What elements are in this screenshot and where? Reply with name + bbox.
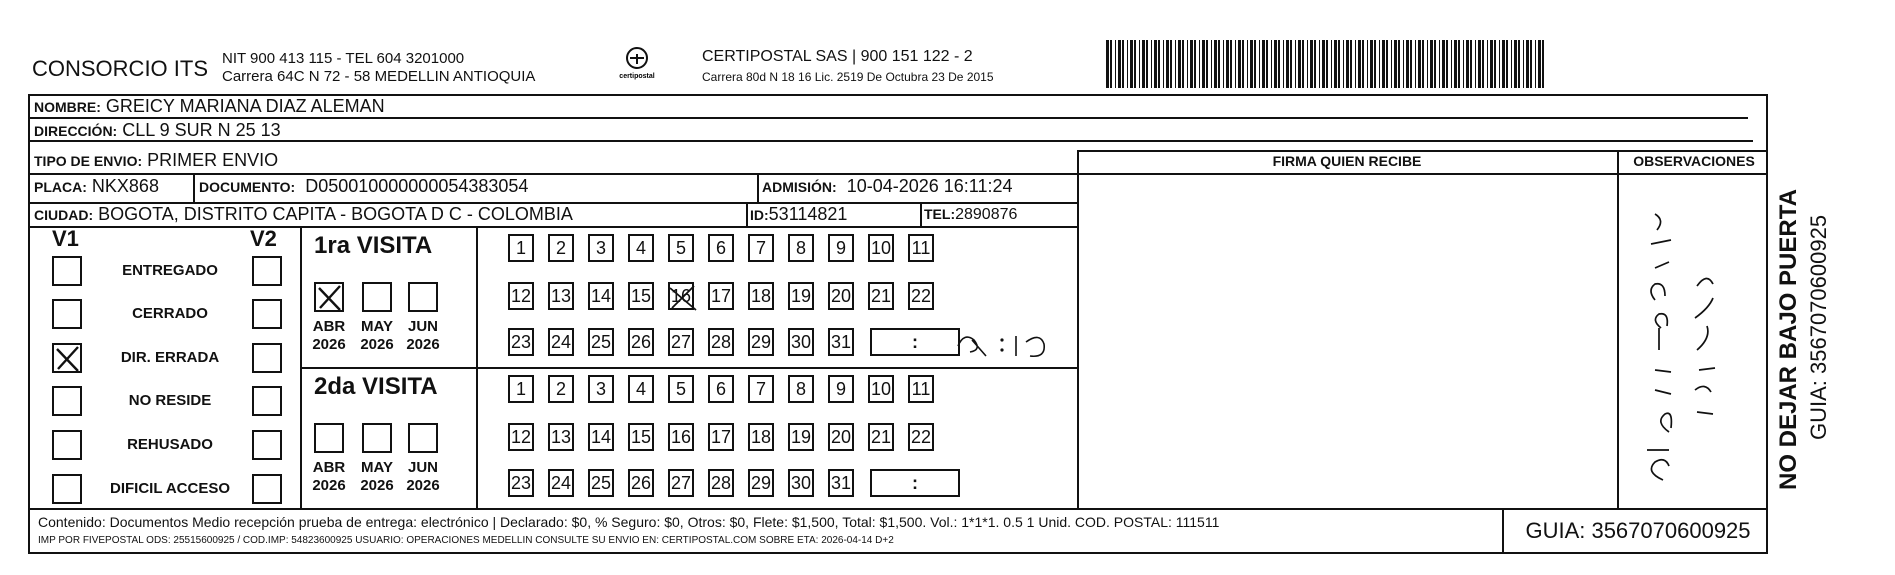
day-cell[interactable]: 15 [628,282,654,310]
month-label [307,459,351,495]
month-name: MAY [361,318,393,335]
ciudad-field [34,204,573,225]
month-year: 2026 [312,477,346,494]
day-cell[interactable]: 11 [908,234,934,262]
cross-mark-icon [666,282,702,321]
day-cell[interactable]: 28 [708,469,734,497]
v1-checkbox[interactable] [52,256,82,286]
day-cell[interactable]: 30 [788,328,814,356]
handwritten-time [952,326,1062,367]
month-year: 2026 [360,477,394,494]
direccion-value: CLL 9 SUR N 25 13 [122,120,281,140]
v2-checkbox[interactable] [252,299,282,329]
admision-field [762,176,1013,197]
v2-checkbox[interactable] [252,256,282,286]
day-cell[interactable]: 15 [628,423,654,451]
day-cell[interactable]: 16 [668,423,694,451]
month-name: ABR [312,459,346,476]
id-label: ID: [750,207,769,223]
day-cell[interactable]: 24 [548,328,574,356]
day-cell[interactable]: 20 [828,423,854,451]
day-cell[interactable]: 1 [508,234,534,262]
v1-checkbox[interactable] [52,343,82,373]
visit-title: 1ra VISITA [314,232,433,259]
tel-field [924,206,1017,224]
day-cell[interactable]: 13 [548,282,574,310]
day-cell[interactable]: 6 [708,234,734,262]
month-label [307,318,351,354]
tel-label: TEL: [924,206,956,222]
month-year: 2026 [312,336,346,353]
day-cell[interactable]: 22 [908,282,934,310]
month-label [401,318,445,354]
logo-text: certipostal [619,73,655,80]
barcode [1106,40,1546,88]
month-checkbox[interactable] [314,282,344,312]
v2-checkbox[interactable] [252,474,282,504]
visit-title: 2da VISITA [314,373,438,400]
status-label: NO RESIDE [128,392,212,409]
side-guia: GUIA: 3567070600925 [1806,214,1831,440]
day-cell[interactable]: 17 [708,423,734,451]
day-cell[interactable]: 8 [788,234,814,262]
direccion-field [34,120,281,141]
day-cell[interactable]: 3 [588,234,614,262]
footer-contenido: Contenido: Documentos Medio recepción prueba de entrega: electrónico | Declarado: $0, % Seguro: $0, Otros: $0, Flete: $1,500, Total: $1,500. Vol.: 1*1*1. 0.5 1 Unid. COD. POSTAL: 111511 [38,514,1220,530]
day-cell[interactable]: 18 [748,423,774,451]
day-cell[interactable]: 26 [628,469,654,497]
month-checkbox[interactable] [408,423,438,453]
day-cell[interactable]: 2 [548,234,574,262]
day-cell[interactable]: 6 [708,375,734,403]
v1-checkbox[interactable] [52,299,82,329]
day-cell[interactable]: 24 [548,469,574,497]
day-cell[interactable]: 23 [508,469,534,497]
firma-header: FIRMA QUIEN RECIBE [1272,153,1422,169]
id-field [750,204,847,225]
footer-imp: IMP POR FIVEPOSTAL ODS: 25515600925 / COD.IMP: 54823600925 USUARIO: OPERACIONES MEDELLIN CONSULTE SU ENVIO EN: CERTIPOSTAL.COM SOBRE ETA: 2026-04-14 D+2 [38,535,894,546]
day-cell[interactable]: 17 [708,282,734,310]
month-year: 2026 [406,336,440,353]
month-checkbox[interactable] [362,423,392,453]
day-cell[interactable]: 19 [788,282,814,310]
day-cell[interactable]: 9 [828,375,854,403]
month-year: 2026 [360,336,394,353]
day-number: 16 [670,286,692,306]
nombre-field [34,96,385,117]
day-cell[interactable]: 7 [748,234,774,262]
v2-label: V2 [250,226,277,251]
day-cell[interactable]: 4 [628,234,654,262]
documento-label: DOCUMENTO: [199,179,296,195]
day-cell[interactable]: 2 [548,375,574,403]
carrier-name: CERTIPOSTAL SAS | 900 151 122 - 2 [702,48,973,65]
footer-guia: GUIA: 3567070600925 [1525,518,1751,543]
day-cell[interactable]: 25 [588,469,614,497]
month-label [401,459,445,495]
day-cell[interactable]: 30 [788,469,814,497]
day-cell[interactable]: 13 [548,423,574,451]
month-checkbox[interactable] [314,423,344,453]
month-label [355,459,399,495]
documento-field [199,176,528,197]
day-cell[interactable]: 21 [868,423,894,451]
v2-checkbox[interactable] [252,343,282,373]
admision-label: ADMISIÓN: [762,179,837,195]
ciudad-value: BOGOTA, DISTRITO CAPITA - BOGOTA D C - COLOMBIA [98,204,573,224]
day-cell[interactable]: 19 [788,423,814,451]
month-name: MAY [361,459,393,476]
direccion-label: DIRECCIÓN: [34,123,118,139]
month-name: JUN [407,459,438,476]
time-field[interactable]: : [870,469,960,497]
certipostal-logo-icon [612,46,662,82]
day-cell[interactable]: 29 [748,469,774,497]
day-cell[interactable]: 8 [788,375,814,403]
day-cell[interactable]: 10 [868,234,894,262]
carrier-address: Carrera 80d N 18 16 Lic. 2519 De Octubra 23 De 2015 [702,70,994,84]
check-mark-icon [316,284,344,312]
day-cell[interactable]: 25 [588,328,614,356]
documento-value: D050010000000054383054 [305,176,529,196]
day-cell[interactable]: 11 [908,375,934,403]
status-label: CERRADO [132,305,208,322]
v1-checkbox[interactable] [52,430,82,460]
company-name: CONSORCIO ITS [32,56,209,81]
day-cell[interactable]: 10 [868,375,894,403]
day-cell[interactable]: 28 [708,328,734,356]
check-mark-icon [54,345,82,373]
ciudad-label: CIUDAD: [34,207,94,223]
month-label [355,318,399,354]
company-nit: NIT 900 413 115 - TEL 604 3201000 [222,50,465,67]
handwritten-observation [1625,200,1725,495]
day-cell[interactable]: 31 [828,469,854,497]
day-cell[interactable]: 3 [588,375,614,403]
day-cell[interactable]: 27 [668,328,694,356]
day-cell[interactable]: 14 [588,282,614,310]
day-cell[interactable]: 12 [508,282,534,310]
day-cell[interactable]: 9 [828,234,854,262]
tipo-label: TIPO DE ENVIO: [34,153,143,169]
v2-checkbox[interactable] [252,386,282,416]
v2-checkbox[interactable] [252,430,282,460]
day-cell[interactable]: 29 [748,328,774,356]
month-checkbox[interactable] [408,282,438,312]
tipo-value: PRIMER ENVIO [147,150,279,170]
day-cell[interactable]: 12 [508,423,534,451]
day-cell[interactable]: 14 [588,423,614,451]
day-cell[interactable]: 23 [508,328,534,356]
v1-label: V1 [52,226,79,251]
month-name: JUN [407,318,438,335]
day-cell[interactable]: 21 [868,282,894,310]
day-cell[interactable]: 5 [668,234,694,262]
placa-label: PLACA: [34,179,87,195]
day-cell[interactable]: 22 [908,423,934,451]
day-cell[interactable]: 26 [628,328,654,356]
status-label: DIFICIL ACCESO [109,480,230,497]
month-name: ABR [312,318,346,335]
tipo-field [34,150,278,171]
day-cell[interactable]: 7 [748,375,774,403]
company-address: Carrera 64C N 72 - 58 MEDELLIN ANTIOQUIA [222,68,536,85]
status-label: REHUSADO [127,436,213,453]
placa-value: NKX868 [91,176,159,196]
day-cell[interactable]: 1 [508,375,534,403]
status-label: DIR. ERRADA [120,349,220,366]
day-cell[interactable]: 5 [668,375,694,403]
tel-value: 2890876 [955,206,1018,223]
id-value: 53114821 [768,204,848,224]
nombre-label: NOMBRE: [34,99,101,115]
day-cell[interactable]: 20 [828,282,854,310]
day-cell[interactable]: 27 [668,469,694,497]
status-label: ENTREGADO [122,262,218,279]
month-checkbox[interactable] [362,282,392,312]
side-warning: NO DEJAR BAJO PUERTA [1775,189,1802,490]
time-field[interactable]: : [870,328,960,356]
nombre-value: GREICY MARIANA DIAZ ALEMAN [105,96,385,116]
admision-value: 10-04-2026 16:11:24 [846,176,1013,196]
day-cell[interactable]: 18 [748,282,774,310]
day-cell[interactable] [668,282,694,310]
month-year: 2026 [406,477,440,494]
observaciones-header: OBSERVACIONES [1633,153,1755,169]
day-cell[interactable]: 4 [628,375,654,403]
placa-field [34,176,159,197]
v1-checkbox[interactable] [52,474,82,504]
day-cell[interactable]: 31 [828,328,854,356]
v1-checkbox[interactable] [52,386,82,416]
